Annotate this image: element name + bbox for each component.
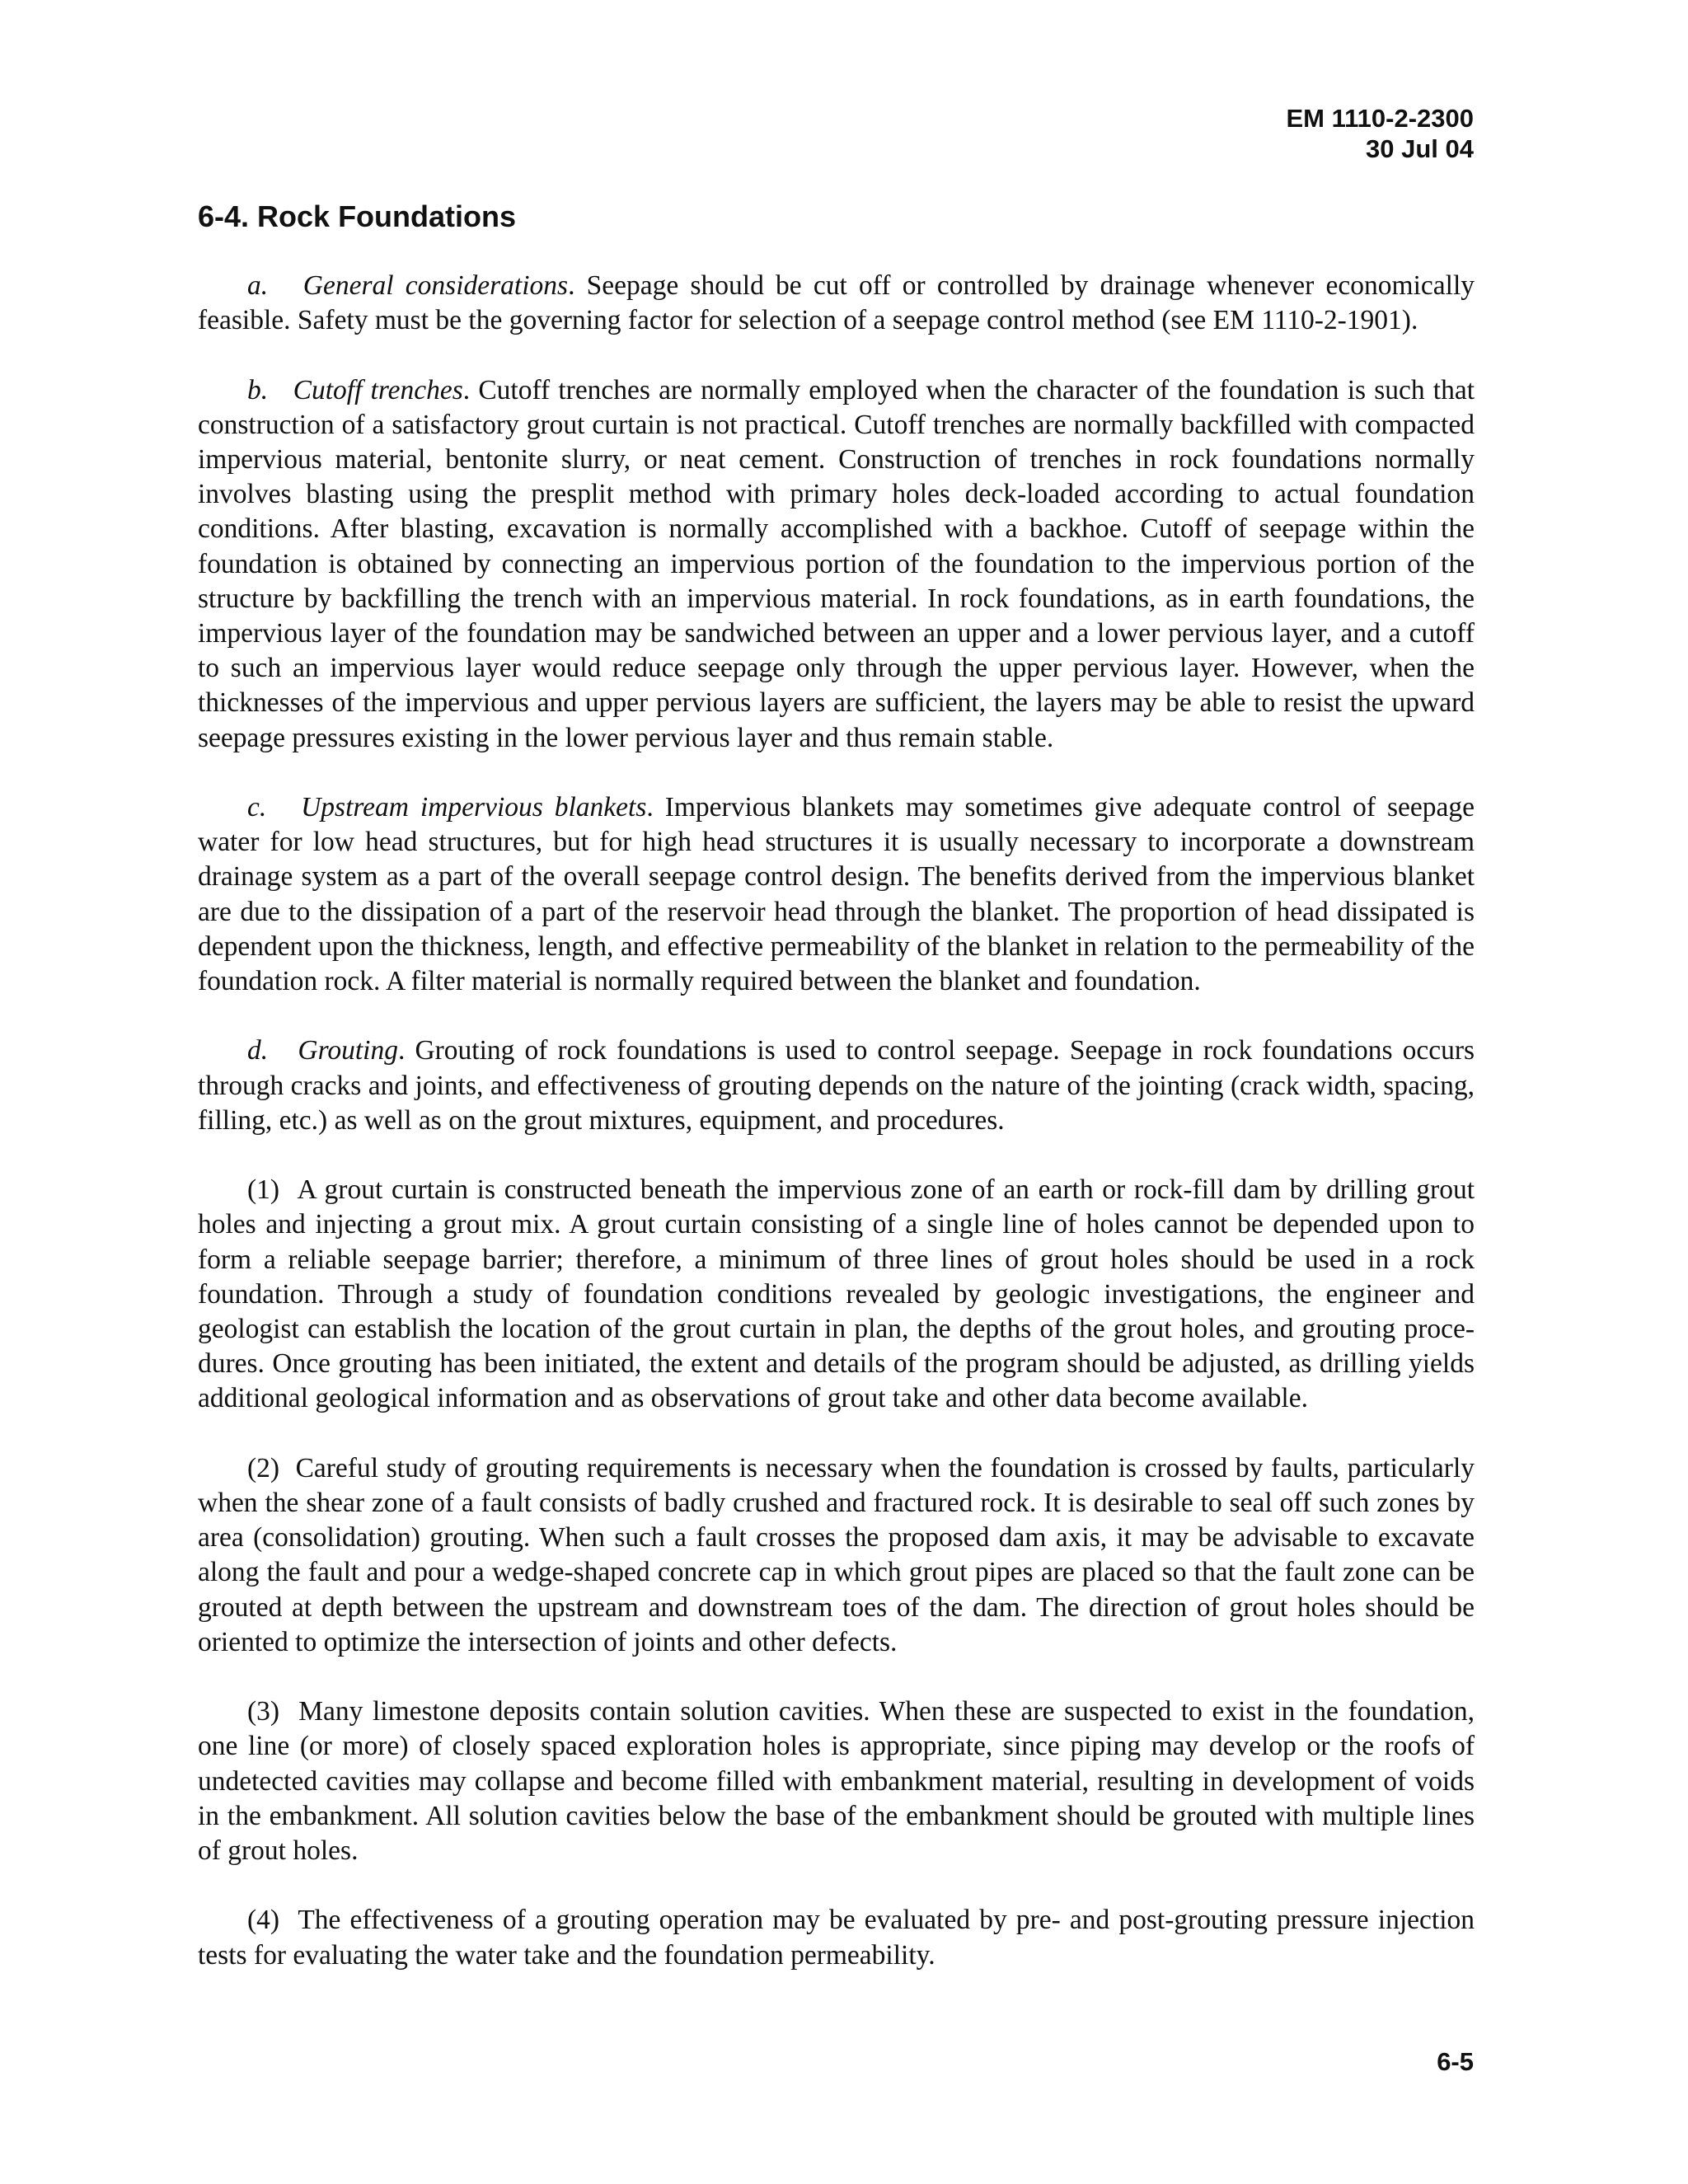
paragraph-text: . Seepage should be cut off or controlled by drainage whenever economically feasible. Safety must be the governing factor for selection of a seepage control method (see EM 1110-2-1901). (198, 270, 1475, 336)
paragraph-text: . Grouting of rock foundations is used to control seepage. Seepage in rock foundations occurs through cracks and joints, and effectiveness of grouting depends on the nature of the jointing (crack width, spacing, filling, etc.) as well as on the grout mixtures, equipment, and procedures. (198, 1035, 1475, 1136)
paragraph-heading: Cutoff trenches (293, 374, 463, 405)
subparagraph-number: (2) (247, 1452, 280, 1483)
subparagraph-2 (198, 1451, 1475, 1660)
paragraph-general-considerations (198, 269, 1475, 338)
subparagraph-3 (198, 1694, 1475, 1868)
paragraph-heading: General considerations (302, 270, 569, 301)
paragraph-grouting (198, 1033, 1475, 1138)
subparagraph-text: A grout curtain is constructed beneath the impervious zone of an earth or rock-fill dam by drilling grout holes and injecting a grout mix. A grout curtain consisting of a single line of holes cannot be depended upon to form a reliable seepage barrier; therefore, a minimum of three lines of grout holes should be used in a rock foundation. Through a study of foundation conditions revealed by geologic investigations, the engineer and geologist can establish the location of the grout curtain in plan, the depths of the grout holes, and grouting procedures. Once grouting has been initiated, the extent and details of the program should be adjusted, as drilling yields additional geological information and as observations of grout take and other data become available. (198, 1174, 1475, 1414)
subparagraph-1 (198, 1173, 1475, 1416)
paragraph-cutoff-trenches (198, 373, 1475, 756)
paragraph-label: b. (247, 374, 269, 405)
document-number: EM 1110-2-2300 (1286, 104, 1474, 133)
paragraph-upstream-impervious-blankets (198, 790, 1475, 999)
paragraph-text: . Impervious blankets may sometimes give adequate control of seepage water for low head structures, but for high head structures it is usually necessary to incorporate a downstream drainage system as a part of the overall seepage control design. The benefits derived from the impervious blanket are due to the dissipation of a part of the reservoir head through the blanket. The proportion of head dissipated is dependent upon the thickness, length, and effective permeability of the blanket in relation to the permeability of the foundation rock. A filter material is normally required between the blanket and foundation. (198, 792, 1475, 997)
page-header (1286, 103, 1474, 164)
document-date: 30 Jul 04 (1366, 134, 1474, 163)
paragraph-label: a. (247, 270, 269, 301)
paragraph-heading: Grouting (298, 1035, 398, 1066)
paragraph-label: c. (247, 792, 267, 823)
subparagraph-4 (198, 1903, 1475, 1972)
paragraph-text: . Cutoff trenches are normally employed when the character of the foundation is such that construction of a satisfactory grout curtain is not practical. Cutoff trenches are normally backfilled with compacted impervious material, bentonite slurry, or neat cement. Construction of trenches in rock foundations normally involves blasting using the presplit method with primary holes deck-loaded according to actual foundation conditions. After blasting, excavation is normally accomplished with a backhoe. Cutoff of seepage within the foundation is obtained by connecting an impervious portion of the foundation to the impervious portion of the structure by backfilling the trench with an impervious material. In rock foundations, as in earth foundations, the impervious layer of the foundation may be sandwiched between an upper and a lower pervious layer, and a cutoff to such an impervious layer would reduce seepage only through the upper pervious layer. However, when the thicknesses of the impervious and upper pervious layers are sufficient, the layers may be able to resist the upward seepage pressures existing in the lower pervious layer and thus remain stable. (198, 374, 1475, 753)
paragraph-heading: Upstream impervious blankets (301, 792, 647, 823)
paragraph-label: d. (247, 1035, 269, 1066)
subparagraph-text: Many limestone deposits contain solution cavities. When these are suspected to exist in the foundation, one line (or more) of closely spaced exploration holes is appropriate, since piping may develop or the roofs of undetected cavities may collapse and become filled with embankment material, resulting in development of voids in the embankment. All solution cavities below the base of the embankment should be grouted with multiple lines of grout holes. (198, 1696, 1475, 1867)
subparagraph-number: (3) (247, 1696, 280, 1727)
subparagraph-text: Careful study of grouting requirements is necessary when the foundation is crossed by faults, particularly when the shear zone of a fault consists of badly crushed and fractured rock. It is desirable to seal off such zones by area (consolidation) grouting. When such a fault crosses the proposed dam axis, it may be advisable to excavate along the fault and pour a wedge-shaped concrete cap in which grout pipes are placed so that the fault zone can be grouted at depth between the upstream and downstream toes of the dam. The direction of grout holes should be oriented to optimize the intersection of joints and other defects. (198, 1452, 1475, 1657)
page-number: 6-5 (1437, 2047, 1474, 2076)
document-body (198, 269, 1475, 2008)
subparagraph-text: The effectiveness of a grouting operation may be evaluated by pre- and post-grouting pressure injection tests for evaluating the water take and the foundation permeability. (198, 1905, 1475, 1971)
subparagraph-number: (4) (247, 1905, 280, 1936)
subparagraph-number: (1) (247, 1174, 280, 1206)
section-title: 6-4. Rock Foundations (198, 199, 517, 233)
